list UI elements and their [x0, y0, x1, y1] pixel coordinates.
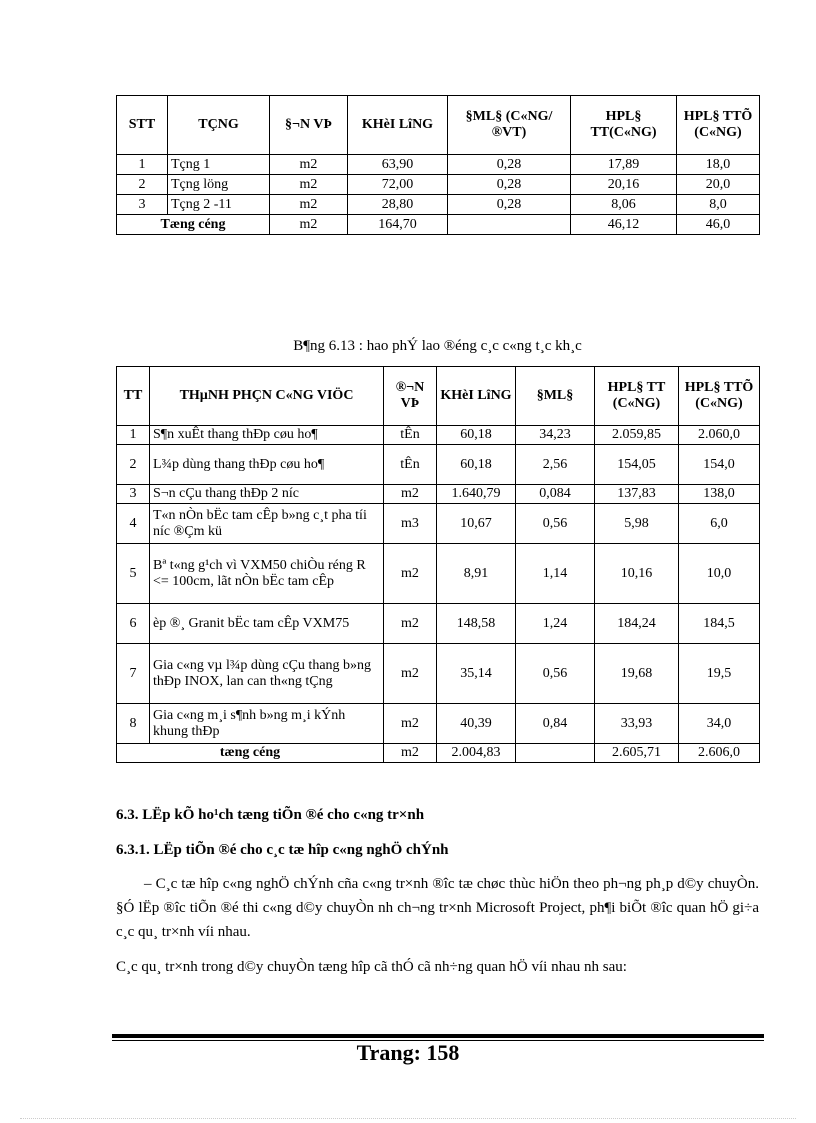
cell: 1,14 — [516, 544, 595, 604]
cell: 6,0 — [679, 504, 760, 544]
cell: 2,56 — [516, 445, 595, 485]
cell: tÊn — [384, 426, 437, 445]
cell: m3 — [384, 504, 437, 544]
table-row — [117, 644, 760, 704]
cell: Gia c«ng m¸i s¶nh b»ng m¸i kÝnh khung thÐp — [150, 704, 384, 744]
cell: 20,16 — [571, 175, 677, 195]
col-header: KHèI LîNG — [348, 96, 448, 155]
cell: 4 — [117, 504, 150, 544]
col-header: HPL§ TTÕ (C«NG) — [677, 96, 760, 155]
cell: 19,68 — [595, 644, 679, 704]
cell: 3 — [117, 195, 168, 215]
labor-table-1 — [116, 95, 760, 235]
cell: S¬n cÇu thang thÐp 2 níc — [150, 485, 384, 504]
cell: 0,56 — [516, 504, 595, 544]
cell: 60,18 — [437, 426, 516, 445]
cell: 148,58 — [437, 604, 516, 644]
cell: 7 — [117, 644, 150, 704]
cell: 5 — [117, 544, 150, 604]
table-row — [117, 175, 760, 195]
cell: 0,56 — [516, 644, 595, 704]
cell: m2 — [384, 744, 437, 763]
cell: 0,28 — [448, 195, 571, 215]
cell: 184,5 — [679, 604, 760, 644]
cell: 8,0 — [677, 195, 760, 215]
cell: L¾p dùng thang thÐp cøu ho¶ — [150, 445, 384, 485]
cell: 10,0 — [679, 544, 760, 604]
cell: 17,89 — [571, 155, 677, 175]
cell: 46,0 — [677, 215, 760, 235]
cell: Bª t«ng g¹ch vì VXM50 chiÒu réng R <= 100cm, lãt nÒn bËc tam cÊp — [150, 544, 384, 604]
section-heading: 6.3. LËp kÕ ho¹ch tæng tiÕn ®é cho c«ng tr×nh — [116, 807, 425, 823]
col-header: TÇNG — [168, 96, 270, 155]
cell: 2 — [117, 445, 150, 485]
cell: T«n nÒn bËc tam cÊp b»ng c¸t pha tíi níc ®Çm kü — [150, 504, 384, 544]
col-header: ®¬N VÞ — [384, 367, 437, 426]
total-row — [117, 744, 760, 763]
col-header: §ML§ — [516, 367, 595, 426]
total-row — [117, 215, 760, 235]
cell: S¶n xuÊt thang thÐp cøu ho¶ — [150, 426, 384, 445]
cell: 60,18 — [437, 445, 516, 485]
cell: m2 — [270, 195, 348, 215]
cell: m2 — [384, 604, 437, 644]
cell: 46,12 — [571, 215, 677, 235]
cell: 1 — [117, 155, 168, 175]
cell: 2.606,0 — [679, 744, 760, 763]
cell: 3 — [117, 485, 150, 504]
table-row — [117, 445, 760, 485]
cell: 8 — [117, 704, 150, 744]
cell: 63,90 — [348, 155, 448, 175]
cell: m2 — [384, 485, 437, 504]
paragraph: – C¸c tæ hîp c«ng nghÖ chÝnh cña c«ng tr×nh ®îc tæ chøc thùc hiÖn theo ph¬ng ph¸p d©y chuyÒn. §Ó lËp ®îc tiÕn ®é thi c«ng d©y chuyÒn nh ch¬ng tr×nh Microsoft Project, ph¶i biÕt ®îc quan hÖ gi÷a c¸c qu¸ tr×nh víi nhau. — [116, 876, 759, 940]
col-header: KHèI LîNG — [437, 367, 516, 426]
cell: m2 — [270, 155, 348, 175]
cell: èp ®¸ Granit bËc tam cÊp VXM75 — [150, 604, 384, 644]
cell: Tçng 2 -11 — [168, 195, 270, 215]
col-header: TT — [117, 367, 150, 426]
cell: 184,24 — [595, 604, 679, 644]
table-row — [117, 544, 760, 604]
total-label: Tæng céng — [117, 215, 270, 235]
cell: 10,16 — [595, 544, 679, 604]
col-header: §ML§ (C«NG/®VT) — [448, 96, 571, 155]
cell — [448, 215, 571, 235]
cell: 2.059,85 — [595, 426, 679, 445]
cell: 28,80 — [348, 195, 448, 215]
col-header: HPL§ TT(C«NG) — [571, 96, 677, 155]
cell: 0,84 — [516, 704, 595, 744]
page-edge-divider — [20, 1118, 796, 1119]
cell — [516, 744, 595, 763]
cell: 34,0 — [679, 704, 760, 744]
cell: 2.060,0 — [679, 426, 760, 445]
cell: 19,5 — [679, 644, 760, 704]
table-row — [117, 504, 760, 544]
cell: 2.004,83 — [437, 744, 516, 763]
cell: 164,70 — [348, 215, 448, 235]
cell: Gia c«ng vµ l¾p dùng cÇu thang b»ng thÐp INOX, lan can th«ng tÇng — [150, 644, 384, 704]
cell: 0,28 — [448, 175, 571, 195]
cell: 0,28 — [448, 155, 571, 175]
cell: 6 — [117, 604, 150, 644]
cell: tÊn — [384, 445, 437, 485]
cell: 154,0 — [679, 445, 760, 485]
cell: 18,0 — [677, 155, 760, 175]
cell: 8,06 — [571, 195, 677, 215]
cell: 8,91 — [437, 544, 516, 604]
cell: m2 — [270, 215, 348, 235]
cell: 34,23 — [516, 426, 595, 445]
col-header: HPL§ TT (C«NG) — [595, 367, 679, 426]
cell: 20,0 — [677, 175, 760, 195]
cell: Tçng 1 — [168, 155, 270, 175]
cell: 2.605,71 — [595, 744, 679, 763]
paragraph: C¸c qu¸ tr×nh trong d©y chuyÒn tæng hîp cã thÓ cã nh÷ng quan hÖ víi nhau nh sau: — [116, 959, 627, 975]
table-row — [117, 426, 760, 445]
table-row — [117, 485, 760, 504]
cell: 138,0 — [679, 485, 760, 504]
cell: Tçng löng — [168, 175, 270, 195]
page-number: Trang: 158 — [356, 1040, 460, 1065]
table-row — [117, 704, 760, 744]
cell: 1.640,79 — [437, 485, 516, 504]
col-header: STT — [117, 96, 168, 155]
subsection-heading: 6.3.1. LËp tiÕn ®é cho c¸c tæ hîp c«ng nghÖ chÝnh — [116, 842, 449, 858]
footer-rule-thick — [112, 1034, 764, 1038]
cell: 72,00 — [348, 175, 448, 195]
table-row — [117, 604, 760, 644]
cell: 10,67 — [437, 504, 516, 544]
cell: 137,83 — [595, 485, 679, 504]
table-caption: B¶ng 6.13 : hao phÝ lao ®éng c¸c c«ng t¸c kh¸c — [293, 338, 582, 354]
cell: m2 — [384, 704, 437, 744]
col-header: §¬N VÞ — [270, 96, 348, 155]
cell: 1,24 — [516, 604, 595, 644]
cell: 1 — [117, 426, 150, 445]
table-row — [117, 195, 760, 215]
cell: 0,084 — [516, 485, 595, 504]
cell: 40,39 — [437, 704, 516, 744]
cell: 5,98 — [595, 504, 679, 544]
cell: 2 — [117, 175, 168, 195]
col-header: HPL§ TTÕ (C«NG) — [679, 367, 760, 426]
cell: m2 — [384, 544, 437, 604]
cell: 33,93 — [595, 704, 679, 744]
table-row — [117, 155, 760, 175]
cell: m2 — [384, 644, 437, 704]
cell: 154,05 — [595, 445, 679, 485]
cell: m2 — [270, 175, 348, 195]
cell: 35,14 — [437, 644, 516, 704]
labor-table-2 — [116, 366, 760, 763]
col-header: THµNH PHÇN C«NG VIÖC — [150, 367, 384, 426]
total-label: tæng céng — [117, 744, 384, 763]
